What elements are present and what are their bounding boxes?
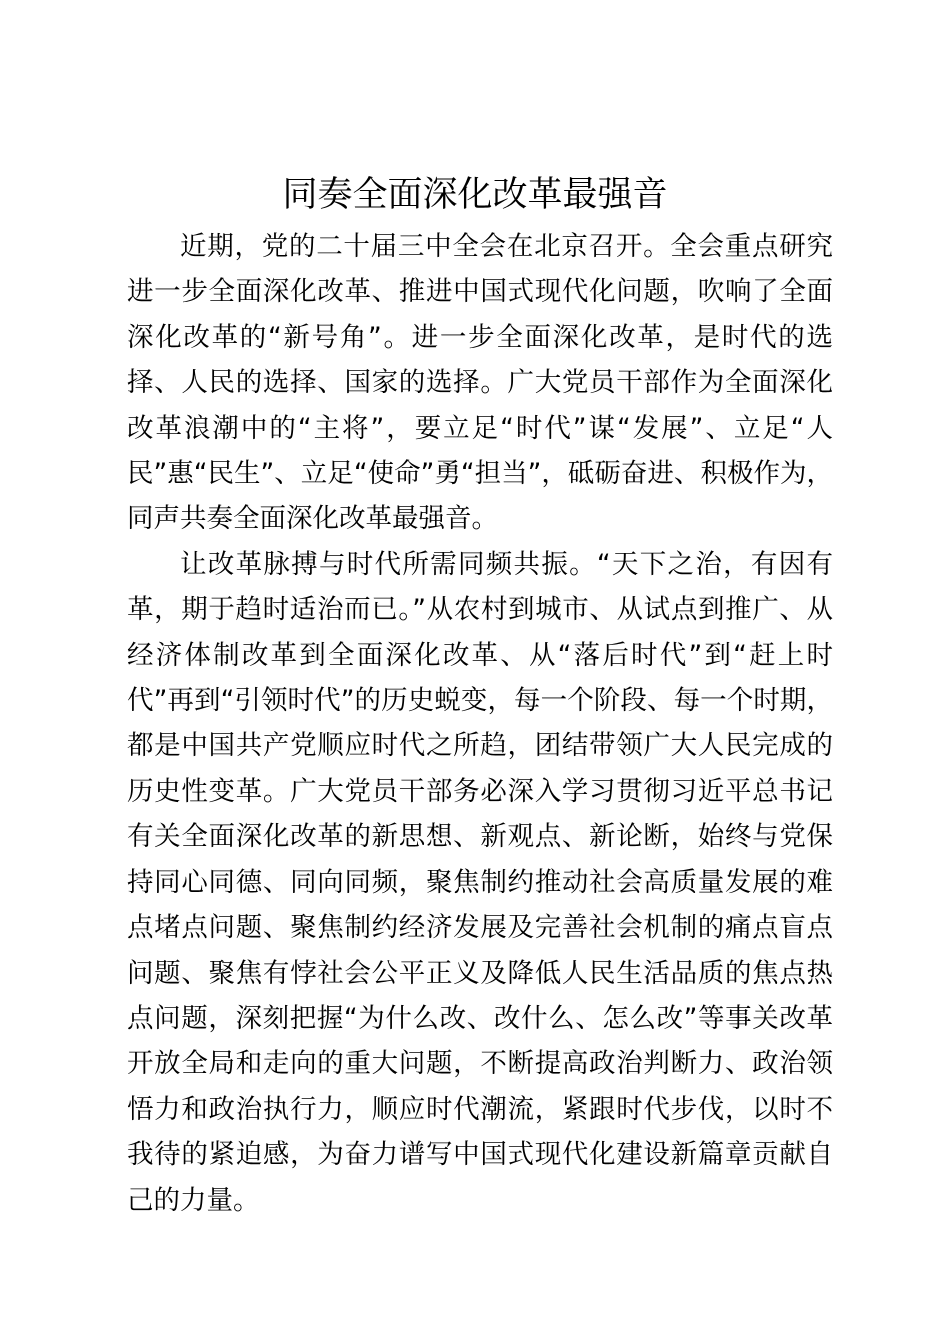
paragraph-1: 近期，党的二十届三中全会在北京召开。全会重点研究进一步全面深化改革、推进中国式现代化问题，吹响了全面深化改革的“新号角”。进一步全面深化改革，是时代的选择、人民的选择、国家的选择。广大党员干部作为全面深化改革浪潮中的“主将”，要立足“时代”谋“发展”、立足“人民”惠“民生”、立足“使命”勇“担当”，砥砺奋进、积极作为，同声共奏全面深化改革最强音。 <box>127 231 833 535</box>
document-body <box>127 224 833 1223</box>
document-title: 同奏全面深化改革最强音 <box>282 175 668 215</box>
paragraph-2: 让改革脉搏与时代所需同频共振。“天下之治，有因有革，期于趋时适治而已。”从农村到城市、从试点到推广、从经济体制改革到全面深化改革、从“落后时代”到“赶上时代”再到“引领时代”的历史蜕变，每一个阶段、每一个时期，都是中国共产党顺应时代之所趋，团结带领广大人民完成的历史性变革。广大党员干部务必深入学习贯彻习近平总书记有关全面深化改革的新思想、新观点、新论断，始终与党保持同心同德、同向同频，聚焦制约推动社会高质量发展的难点堵点问题、聚焦制约经济发展及完善社会机制的痛点盲点问题、聚焦有悖社会公平正义及降低人民生活品质的焦点热点问题，深刻把握“为什么改、改什么、怎么改”等事关改革开放全局和走向的重大问题，不断提高政治判断力、政治领悟力和政治执行力，顺应时代潮流，紧跟时代步伐，以时不我待的紧迫感，为奋力谱写中国式现代化建设新篇章贡献自己的力量。 <box>127 548 833 1216</box>
